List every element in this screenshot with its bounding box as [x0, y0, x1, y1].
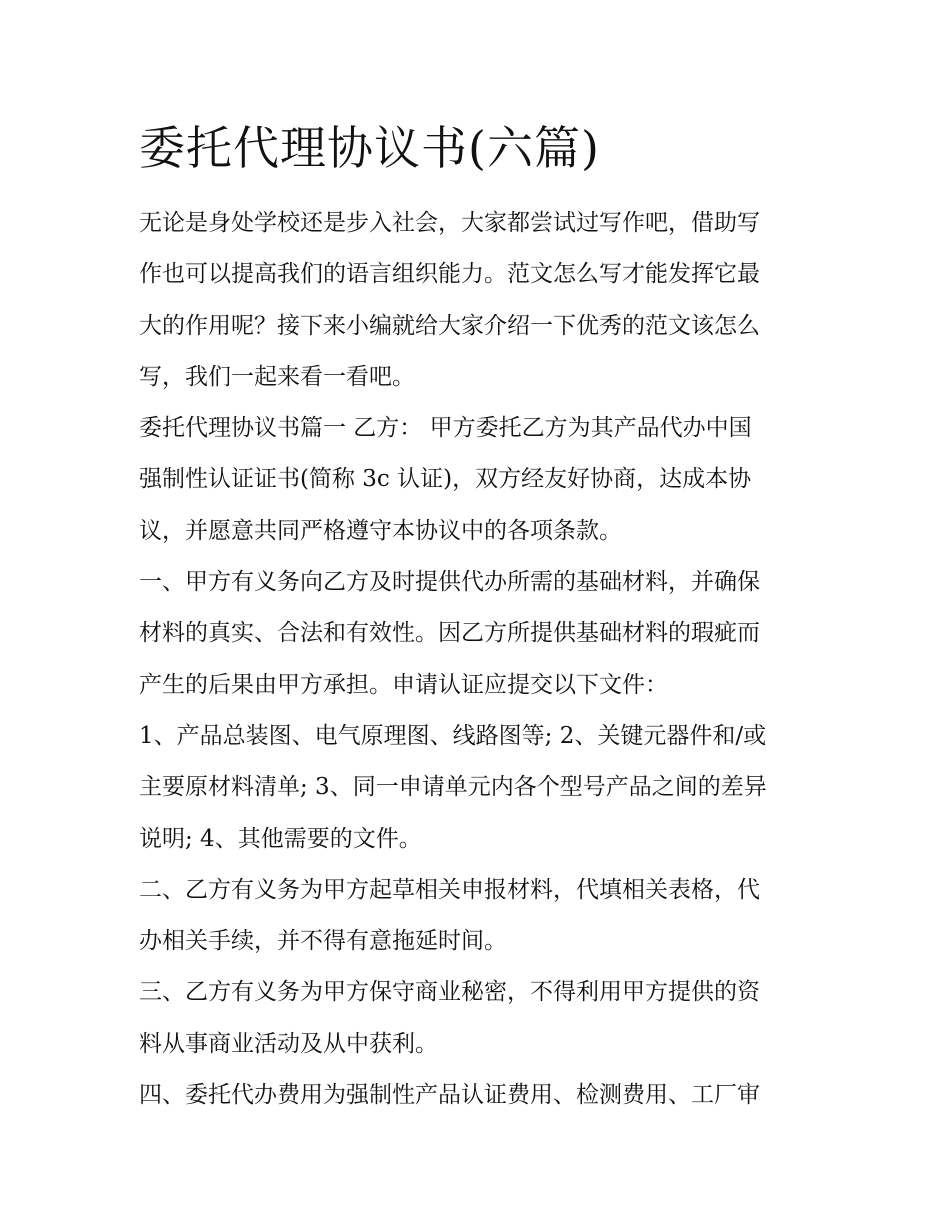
- text-line: 委托代理协议书篇一 乙方： 甲方委托乙方为其产品代办中国: [139, 415, 752, 442]
- text-line: 一、甲方有义务向乙方及时提供代办所需的基础材料，并确保: [139, 569, 760, 596]
- text-line: 产生的后果由甲方承担。申请认证应提交以下文件：: [139, 671, 668, 698]
- text-line: 料从事商业活动及从中获利。: [139, 1030, 438, 1057]
- text-line: 作也可以提高我们的语言组织能力。范文怎么写才能发挥它最: [139, 261, 760, 288]
- text-line: 四、委托代办费用为强制性产品认证费用、检测费用、工厂审: [139, 1082, 760, 1109]
- text-line: 大的作用呢？接下来小编就给大家介绍一下优秀的范文该怎么: [139, 312, 760, 339]
- text-line: 三、乙方有义务为甲方保守商业秘密，不得利用甲方提供的资: [139, 979, 760, 1006]
- document-title: 委托代理协议书(六篇): [139, 121, 600, 175]
- text-line: 1、产品总装图、电气原理图、线路图等; 2、关键元器件和/或: [139, 722, 767, 749]
- text-line: 议，并愿意共同严格遵守本协议中的各项条款。: [139, 517, 622, 544]
- text-line: 无论是身处学校还是步入社会，大家都尝试过写作吧，借助写: [139, 210, 760, 236]
- document-body: [139, 198, 815, 1121]
- text-line: 办相关手续，并不得有意拖延时间。: [139, 928, 507, 955]
- text-line: 二、乙方有义务为甲方起草相关申报材料，代填相关表格，代: [139, 876, 760, 903]
- text-line: 强制性认证证书(简称 3c 认证)，双方经友好协商，达成本协: [139, 466, 752, 493]
- text-line: 材料的真实、合法和有效性。因乙方所提供基础材料的瑕疵而: [139, 620, 760, 647]
- text-line: 说明; 4、其他需要的文件。: [139, 825, 422, 852]
- text-line: 主要原材料清单; 3、同一申请单元内各个型号产品之间的差异: [139, 774, 767, 801]
- text-line: 写，我们一起来看一看吧。: [139, 363, 415, 390]
